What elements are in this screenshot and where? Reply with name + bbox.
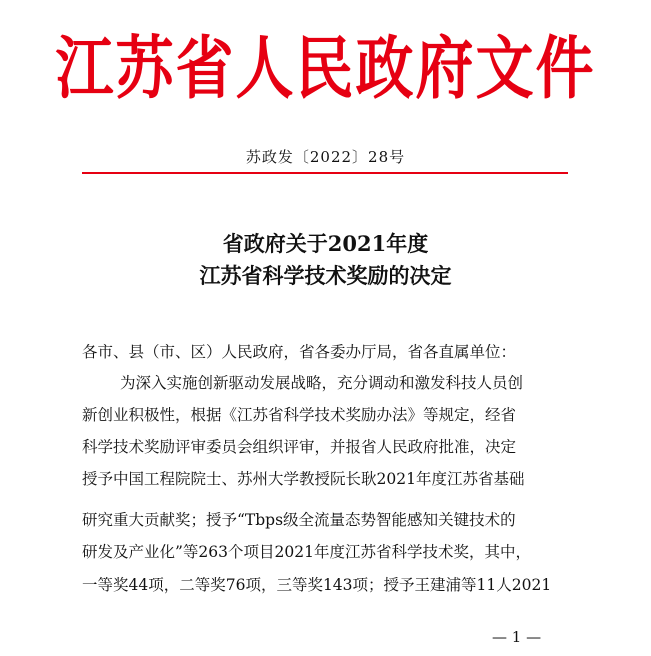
body-line: 授予中国工程院院士、苏州大学教授阮长耿2021年度江苏省基础 — [82, 470, 525, 488]
body-line: 研发及产业化”等263个项目2021年度江苏省科学技术奖，其中， — [82, 543, 531, 561]
body-line: 新创业积极性，根据《江苏省科学技术奖励办法》等规定，经省 — [82, 406, 517, 424]
salutation: 各市、县（市、区）人民政府，省各委办厅局，省各直属单位： — [82, 343, 517, 361]
red-divider-line — [82, 172, 568, 174]
document-number: 苏政发〔2022〕28号 — [245, 148, 406, 166]
document-title-line-2: 江苏省科学技术奖励的决定 — [199, 263, 452, 288]
body-line: 研究重大贡献奖；授予“Tbps级全流量态势智能感知关键技术的 — [82, 511, 516, 529]
issuing-authority-header: 江苏省人民政府文件 — [55, 28, 596, 109]
document-title-line-1: 省政府关于2021年度 — [222, 231, 429, 256]
page-number: — 1 — — [492, 628, 542, 646]
body-line: 科学技术奖励评审委员会组织评审，并报省人民政府批准，决定 — [82, 438, 517, 456]
body-line: 一等奖44项，二等奖76项，三等奖143项；授予王建浦等11人2021 — [82, 576, 552, 594]
body-line: 为深入实施创新驱动发展战略，充分调动和激发科技人员创 — [120, 374, 524, 392]
